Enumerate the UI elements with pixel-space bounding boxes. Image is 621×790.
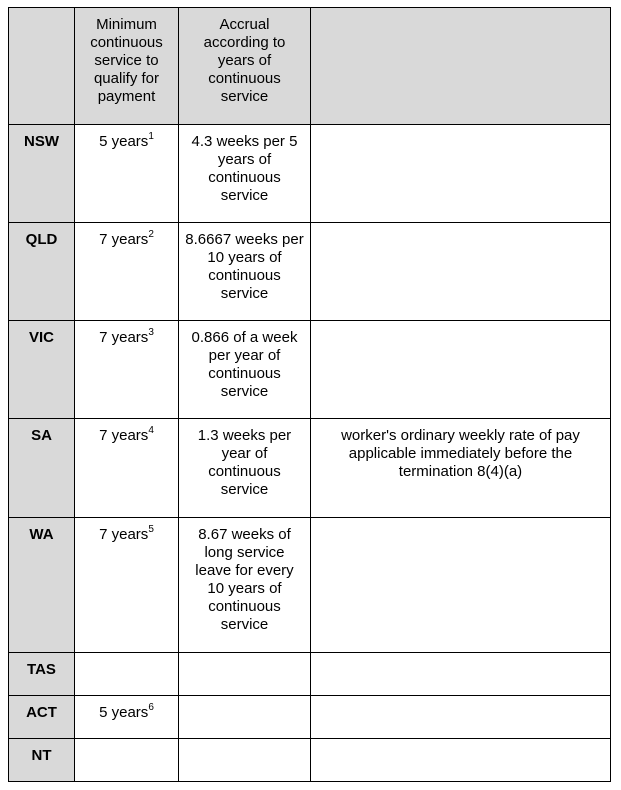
min-service-text: 5 years — [99, 133, 149, 150]
min-service-text: 7 years — [99, 329, 149, 346]
notes-cell — [311, 696, 611, 739]
table-row — [9, 125, 611, 223]
notes-cell — [311, 739, 611, 782]
state-cell: QLD — [9, 223, 75, 321]
state-cell: TAS — [9, 653, 75, 696]
min-service-cell — [75, 321, 179, 419]
accrual-cell: 1.3 weeks per year of continuous service — [179, 419, 311, 518]
footnote-ref: 6 — [148, 702, 154, 713]
notes-cell: worker's ordinary weekly rate of pay applicable immediately before the termination 8(4)(a) — [311, 419, 611, 518]
accrual-cell: 8.67 weeks of long service leave for every 10 years of continuous service — [179, 518, 311, 653]
header-cell-state — [9, 8, 75, 125]
footnote-ref: 2 — [148, 229, 154, 240]
table-row — [9, 223, 611, 321]
min-service-text: 7 years — [99, 427, 149, 444]
min-service-cell — [75, 696, 179, 739]
state-cell: SA — [9, 419, 75, 518]
accrual-cell: 8.6667 weeks per 10 years of continuous service — [179, 223, 311, 321]
accrual-cell — [179, 696, 311, 739]
min-service-text: 5 years — [99, 704, 149, 721]
min-service-text: 7 years — [99, 231, 149, 248]
footnote-ref: 5 — [148, 524, 154, 535]
min-service-cell — [75, 518, 179, 653]
table-row — [9, 696, 611, 739]
state-cell: NT — [9, 739, 75, 782]
header-cell-accrual: Accrual according to years of continuous service — [179, 8, 311, 125]
state-cell: ACT — [9, 696, 75, 739]
min-service-cell — [75, 653, 179, 696]
accrual-cell — [179, 653, 311, 696]
min-service-cell — [75, 223, 179, 321]
header-row — [9, 8, 611, 125]
notes-cell — [311, 653, 611, 696]
accrual-cell — [179, 739, 311, 782]
accrual-cell: 0.866 of a week per year of continuous service — [179, 321, 311, 419]
table-row — [9, 739, 611, 782]
notes-cell — [311, 125, 611, 223]
state-cell: NSW — [9, 125, 75, 223]
table-row — [9, 419, 611, 518]
min-service-cell — [75, 419, 179, 518]
long-service-leave-table — [8, 7, 611, 782]
state-cell: WA — [9, 518, 75, 653]
min-service-cell — [75, 125, 179, 223]
table-row — [9, 518, 611, 653]
table-row — [9, 321, 611, 419]
header-cell-min-service: Minimum continuous service to qualify for payment — [75, 8, 179, 125]
table-row — [9, 653, 611, 696]
min-service-cell — [75, 739, 179, 782]
accrual-cell: 4.3 weeks per 5 years of continuous service — [179, 125, 311, 223]
footnote-ref: 1 — [148, 131, 154, 142]
notes-cell — [311, 518, 611, 653]
state-cell: VIC — [9, 321, 75, 419]
footnote-ref: 3 — [148, 327, 154, 338]
notes-cell — [311, 223, 611, 321]
min-service-text: 7 years — [99, 526, 149, 543]
notes-cell — [311, 321, 611, 419]
footnote-ref: 4 — [148, 425, 154, 436]
header-cell-notes — [311, 8, 611, 125]
